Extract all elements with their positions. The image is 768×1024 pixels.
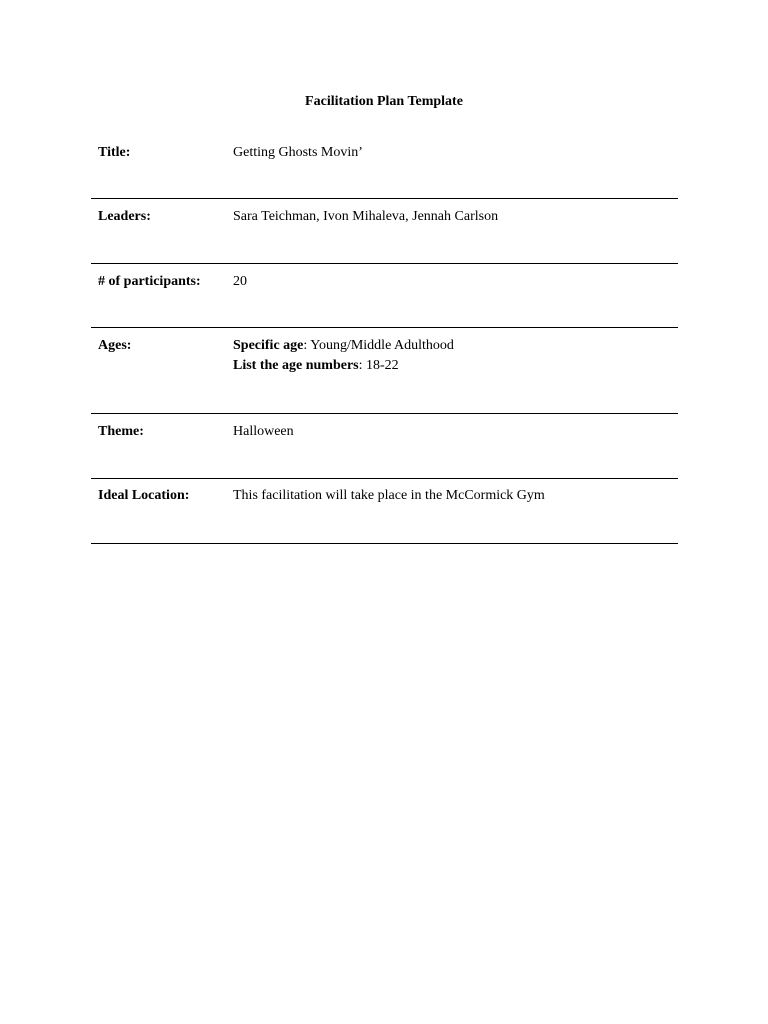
row-leaders-label: Leaders: bbox=[98, 209, 151, 224]
row-theme-value: Halloween bbox=[233, 424, 294, 439]
age-numbers-value: : 18-22 bbox=[358, 358, 399, 373]
row-ages-label: Ages: bbox=[98, 338, 132, 353]
row-location-label: Ideal Location: bbox=[98, 488, 190, 503]
row-title-label: Title: bbox=[98, 145, 131, 160]
age-numbers-label: List the age numbers bbox=[233, 358, 359, 373]
row-title bbox=[91, 134, 678, 199]
row-leaders-value: Sara Teichman, Ivon Mihaleva, Jennah Carlson bbox=[233, 209, 499, 224]
row-ages-value bbox=[233, 336, 454, 376]
facilitation-plan-table bbox=[91, 134, 678, 544]
specific-age-line bbox=[233, 336, 454, 356]
row-theme-label: Theme: bbox=[98, 424, 144, 439]
document-title: Facilitation Plan Template bbox=[305, 94, 463, 109]
row-participants-value: 20 bbox=[233, 274, 247, 289]
row-participants-label: # of participants: bbox=[98, 274, 201, 289]
row-leaders bbox=[91, 199, 678, 264]
row-location-value: This facilitation will take place in the McCormick Gym bbox=[233, 488, 545, 503]
row-ages bbox=[91, 328, 678, 414]
specific-age-label: Specific age bbox=[233, 338, 304, 353]
row-participants bbox=[91, 264, 678, 328]
row-theme bbox=[91, 414, 678, 479]
row-title-value: Getting Ghosts Movin’ bbox=[233, 145, 363, 160]
specific-age-value: : Young/Middle Adulthood bbox=[303, 338, 454, 353]
age-numbers-line bbox=[233, 356, 454, 376]
row-location bbox=[91, 479, 678, 544]
